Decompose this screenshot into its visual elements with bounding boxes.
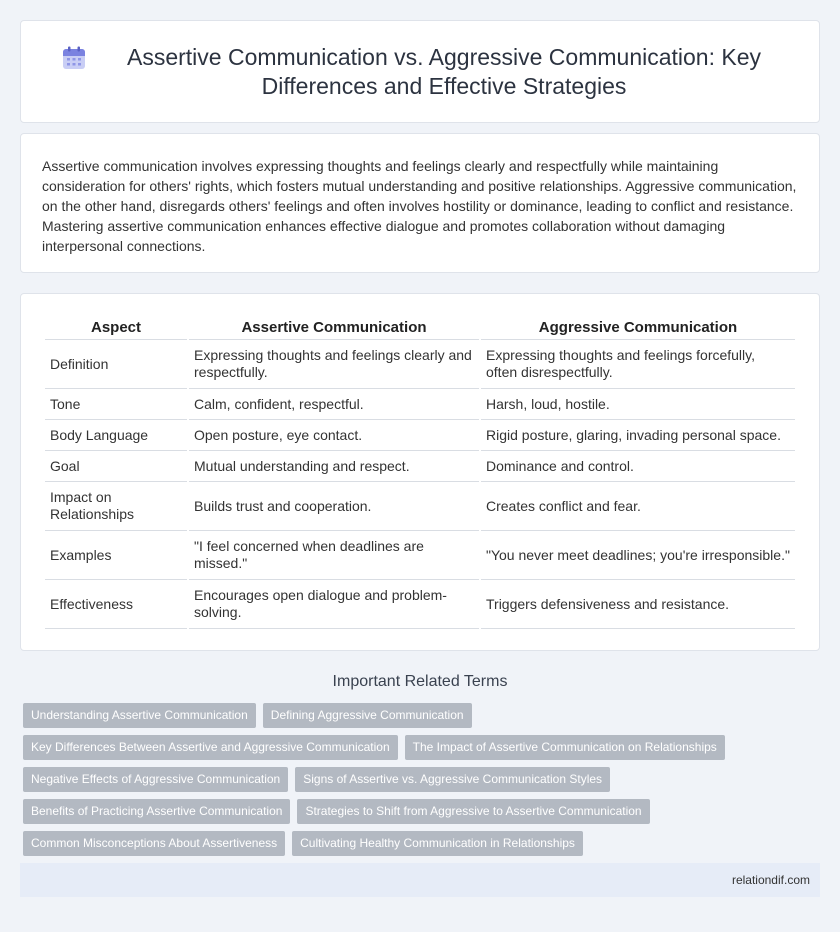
table-row — [45, 482, 795, 531]
row-aggressive: Rigid posture, glaring, invading personal space. — [481, 420, 795, 451]
site-name[interactable]: relationdif.com — [731, 873, 810, 887]
related-term-tag[interactable]: Negative Effects of Aggressive Communication — [23, 767, 288, 792]
title-wrap — [61, 43, 779, 101]
intro-paragraph: Assertive communication involves expressing thoughts and feelings clearly and respectfully while maintaining consideration for others' rights, which fosters mutual understanding and positive relationships. Aggressive communication, on the other hand, disregards others' feelings and often involves hostility or dominance, leading to conflict and resistance. Mastering assertive communication enhances effective dialogue and promotes collaboration without damaging interpersonal connections. — [42, 158, 797, 254]
row-aggressive: Triggers defensiveness and resistance. — [481, 580, 795, 629]
related-term-tag[interactable]: Cultivating Healthy Communication in Relationships — [292, 831, 583, 856]
table-header-row — [45, 313, 795, 340]
row-assertive: Open posture, eye contact. — [189, 420, 479, 451]
related-term-tag[interactable]: Strategies to Shift from Aggressive to Assertive Communication — [297, 799, 649, 824]
row-assertive: "I feel concerned when deadlines are missed." — [189, 531, 479, 580]
calendar-icon — [61, 45, 87, 71]
intro-card — [20, 133, 820, 273]
related-term-tag[interactable]: Benefits of Practicing Assertive Communication — [23, 799, 290, 824]
row-aspect: Examples — [45, 531, 187, 580]
header-assertive: Assertive Communication — [189, 313, 479, 340]
table-row — [45, 531, 795, 580]
row-assertive: Calm, confident, respectful. — [189, 389, 479, 420]
row-aggressive: Expressing thoughts and feelings forcefully, often disrespectfully. — [481, 340, 795, 389]
related-terms-list — [23, 703, 820, 856]
related-term-tag[interactable]: Signs of Assertive vs. Aggressive Communication Styles — [295, 767, 610, 792]
table-row — [45, 420, 795, 451]
table-row — [45, 340, 795, 389]
table-row — [45, 451, 795, 482]
row-aspect: Impact on Relationships — [45, 482, 187, 531]
row-aspect: Effectiveness — [45, 580, 187, 629]
table-row — [45, 580, 795, 629]
row-aspect: Tone — [45, 389, 187, 420]
row-aspect: Goal — [45, 451, 187, 482]
row-aggressive: Dominance and control. — [481, 451, 795, 482]
row-aggressive: Harsh, loud, hostile. — [481, 389, 795, 420]
row-aspect: Definition — [45, 340, 187, 389]
header-aspect: Aspect — [45, 313, 187, 340]
title-card — [20, 20, 820, 123]
row-aggressive: "You never meet deadlines; you're irresponsible." — [481, 531, 795, 580]
row-assertive: Mutual understanding and respect. — [189, 451, 479, 482]
tag-row — [23, 799, 820, 824]
comparison-table-card — [20, 293, 820, 651]
related-term-tag[interactable]: The Impact of Assertive Communication on Relationships — [405, 735, 725, 760]
tag-row — [23, 703, 820, 728]
tag-row — [23, 767, 820, 792]
comparison-table — [43, 313, 797, 629]
related-term-tag[interactable]: Defining Aggressive Communication — [263, 703, 472, 728]
page-title: Assertive Communication vs. Aggressive Communication: Key Differences and Effective Strategies — [126, 43, 762, 99]
related-term-tag[interactable]: Common Misconceptions About Assertiveness — [23, 831, 285, 856]
row-assertive: Encourages open dialogue and problem-solving. — [189, 580, 479, 629]
footer — [20, 863, 820, 897]
related-term-tag[interactable]: Understanding Assertive Communication — [23, 703, 256, 728]
related-term-tag[interactable]: Key Differences Between Assertive and Aggressive Communication — [23, 735, 398, 760]
row-assertive: Builds trust and cooperation. — [189, 482, 479, 531]
table-row — [45, 389, 795, 420]
row-aspect: Body Language — [45, 420, 187, 451]
related-terms-heading: Important Related Terms — [332, 673, 508, 690]
row-assertive: Expressing thoughts and feelings clearly and respectfully. — [189, 340, 479, 389]
header-aggressive: Aggressive Communication — [481, 313, 795, 340]
tag-row — [23, 831, 820, 856]
row-aggressive: Creates conflict and fear. — [481, 482, 795, 531]
tag-row — [23, 735, 820, 760]
